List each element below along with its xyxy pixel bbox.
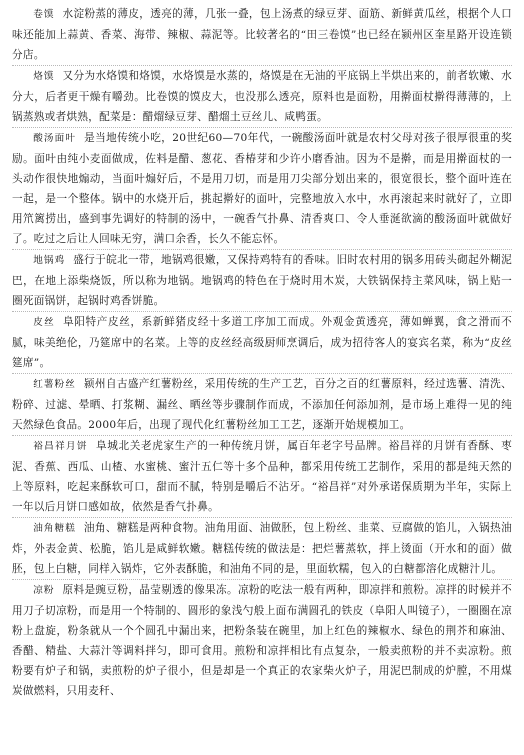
entry-term: 红薯粉丝 <box>33 379 76 390</box>
entry-hongshu-fensi <box>12 374 512 435</box>
entry-term: 烙馍 <box>33 71 55 82</box>
entry-laomo <box>12 66 512 127</box>
entry-term: 地锅鸡 <box>33 255 66 266</box>
entry-text: 盛行于皖北一带，地锅鸡很嫩，又保持鸡特有的香味。旧时农村用的锅多用砖头砌起外糊泥巴，在地上添柴烧饭，所以称为地锅。地锅鸡的特色在于烧时用木炭，大铁锅保持主菜风味，锅上贴一圈死面锅饼，起锅时鸡香饼脆。 <box>12 254 512 307</box>
entry-text: 是当地传统小吃，20世纪60—70年代，一碗酸汤面叶就是农村父母对孩子很厚很重的奖励。面叶由纯小麦面做成，佐料是醋、葱花、香椿芽和少许小磨香油。因为不是擀，而是用擀面杖的一头动作很快地煽动，当面叶煽好后，不是用刀切，而是用刀尖部分划出来的，很宽很长，整个面叶连在一起，是一个整体。锅中的水烧开后，挑起擀好的面叶，完整地放入水中，水再滚起来时就好了，立即用笊篱捞出，盛到事先调好的特制的汤中，一碗香气扑鼻、清香爽口、令人垂涎欲滴的酸汤面叶就做好了。吃过之后让人回味无穷，满口余香，长久不能忘怀。 <box>12 132 512 245</box>
entry-text: 阜城北关老虎家生产的一种传统月饼，属百年老字号品牌。裕昌祥的月饼有香酥、枣泥、香蕉、西瓜、山楂、水蜜桃、蜜汁五仁等十多个品种，都采用传统工艺制作，采用的都是纯天然的上等原料，吃起来酥软可口，甜而不腻，特别是嚼后不沾牙。“裕昌祥”对外承诺保质期为半年，实际上一年以后月饼口感如故，依然是香气扑鼻。 <box>12 440 512 513</box>
entry-text: 又分为水烙馍和烙馍，水烙馍是水蒸的，烙馍是在无油的平底锅上半烘出来的，前者软嫩、水分大，后者更干燥有嚼劲。比卷馍的馍皮大，也没那么透亮，原料也是面粉，用擀面杖擀得薄薄的，上锅蒸熟或者烘熟，配菜是：醋熘绿豆芽、醋熘土豆丝儿、咸鸭蛋。 <box>12 70 513 123</box>
entry-term: 皮丝 <box>33 317 56 328</box>
entry-term: 凉粉 <box>33 585 55 596</box>
entry-youjiao-tanggao <box>12 518 512 579</box>
entry-text: 颍州自古盛产红薯粉丝，采用传统的生产工艺，百分之百的红薯原料，经过选薯、清洗、粉碎、过滤、晕晒、打浆糊、漏丝、晒丝等步骤制作而成，不添加任何添加剂，是市场上难得一见的纯天然绿色食品。2000年后，出现了现代化红薯粉丝加工工艺，逐渐开始规模加工。 <box>12 378 512 431</box>
entry-text: 原料是豌豆粉，晶莹剔透的像果冻。凉粉的吃法一般有两种，即凉拌和煎粉。凉拌的时候并不用刀子切凉粉，而是用一个特制的、圆形的象浅勺般上面布满圆孔的铁皮（阜阳人叫镜子），一圈圈在凉粉上盘旋，粉条就从一个个圆孔中漏出来，把粉条装在碗里，加上红色的辣椒水、绿色的荆芥和麻油、香醋、精盐、大蒜汁等调料拌匀，即可食用。煎粉和凉拌相比有点复杂，一般卖煎粉的并不卖凉粉。煎粉要有炉子和锅，卖煎粉的炉子很小，但是却是一个真正的农家柴火炉子，用泥巴制成的炉膛，不用煤炭做燃料，只用麦秆、 <box>12 584 513 697</box>
entry-yuchangxiang-yuebing <box>12 436 512 517</box>
entry-text: 水淀粉蒸的薄皮，透亮的薄，几张一叠，包上汤煮的绿豆芽、面筋、新鲜黄瓜丝，根据个人口味还能加上蒜黄、香菜、海带、辣椒、蒜泥等。比较著名的“田三卷馍”也已经在颍州区奎星路开设连锁分店。 <box>12 8 513 61</box>
entry-term: 酸汤面叶 <box>33 133 77 144</box>
entry-juanmo <box>12 4 512 65</box>
entry-term: 裕昌祥月饼 <box>33 441 88 452</box>
entry-diguoji <box>12 250 512 311</box>
entry-pisi <box>12 312 512 373</box>
entry-text: 油角、糖糕是两种食物。油角用面、油做胚，包上粉丝、韭菜、豆腐做的馅儿，入锅热油炸，外表金黄、松脆，馅儿是咸鲜软嫩。糖糕传统的做法是：把烂薯蒸软，拌上烫面（开水和的面）做胚，包上白糖，同样入锅炸，它外表酥脆，和油角不同的是，里面软糯，包入的白糖都溶化成糖汁儿。 <box>12 522 512 575</box>
entry-suantang-mianye <box>12 128 512 249</box>
entry-term: 油角糖糕 <box>33 523 76 534</box>
entry-term: 卷馍 <box>33 9 55 20</box>
entry-liangfen <box>12 580 512 701</box>
entry-text: 阜阳特产皮丝，系新鲜猪皮经十多道工序加工而成。外观金黄透亮，薄如蝉翼，食之滑而不腻，味美绝伦，乃筵席中的名菜。上等的皮丝经高级厨师烹调后，成为招待客人的宴宾名菜，称为“皮丝筵席”。 <box>12 316 513 369</box>
